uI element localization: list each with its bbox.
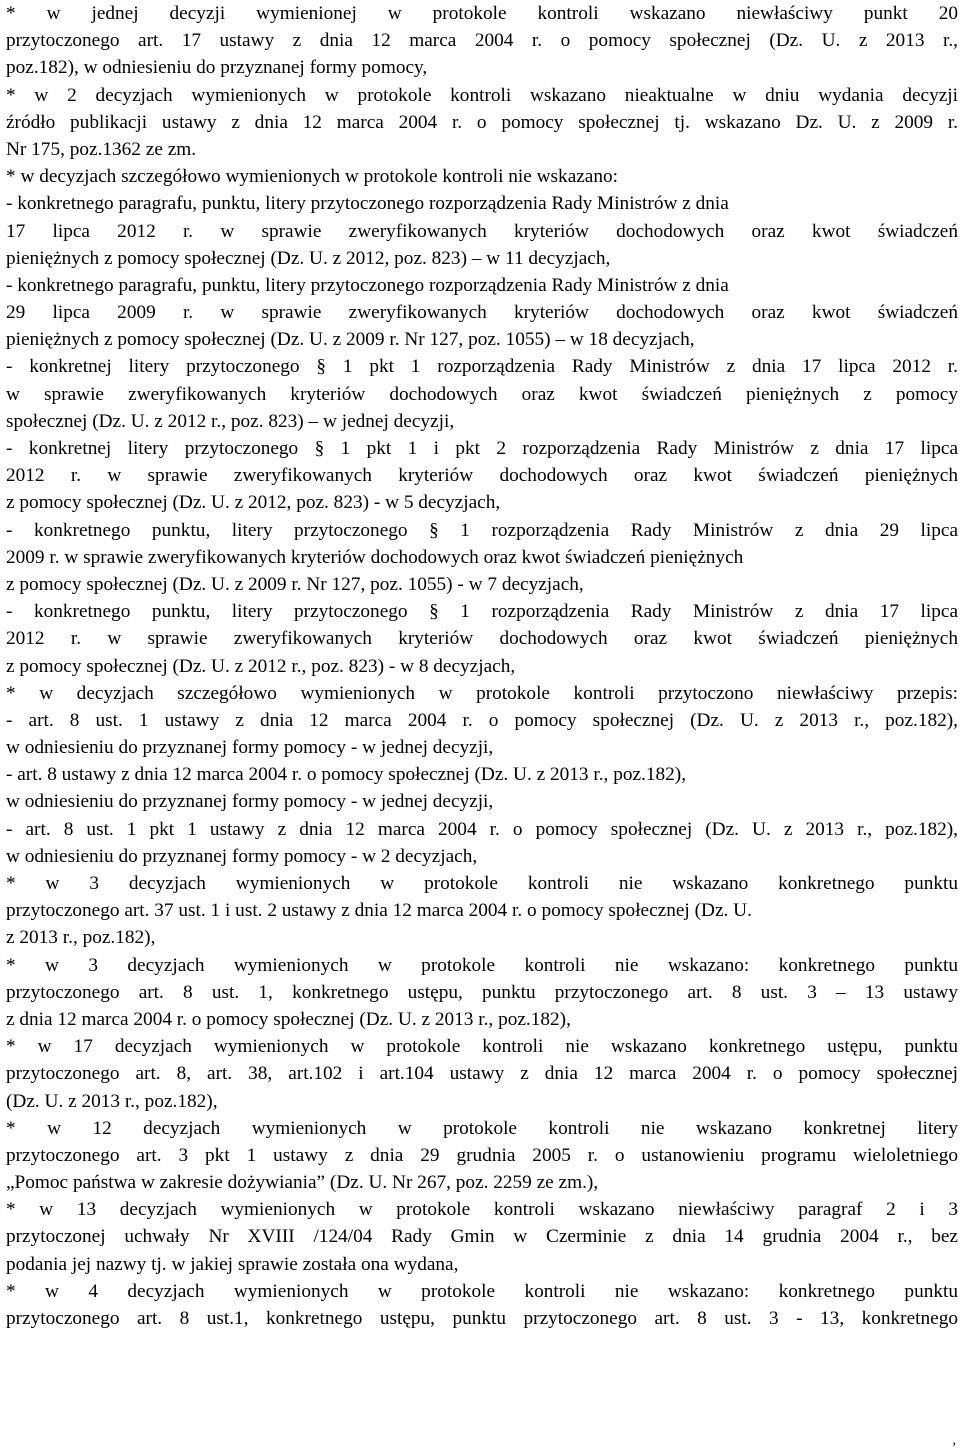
text-line: - konkretnego punktu, litery przytoczonego § 1 rozporządzenia Rady Ministrów z dnia 17 lipca: [6, 601, 958, 623]
text-line: w odniesieniu do przyznanej formy pomocy - w jednej decyzji,: [6, 791, 494, 813]
text-line: * w decyzjach szczegółowo wymienionych w protokole kontroli nie wskazano:: [6, 166, 619, 188]
text-line: podania jej nazwy tj. w jakiej sprawie została ona wydana,: [6, 1253, 459, 1275]
text-line: w odniesieniu do przyznanej formy pomocy - w 2 decyzjach,: [6, 845, 478, 867]
text-line: * w jednej decyzji wymienionej w protokole kontroli wskazano niewłaściwy punkt 20: [6, 3, 958, 24]
document-text: [6, 0, 958, 1332]
text-line: 2012 r. w sprawie zweryfikowanych kryteriów dochodowych oraz kwot świadczeń pieniężnych: [6, 465, 958, 487]
text-line: „Pomoc państwa w zakresie dożywiania” (Dz. U. Nr 267, poz. 2259 ze zm.),: [6, 1172, 599, 1194]
text-line: pieniężnych z pomocy społecznej (Dz. U. z 2009 r. Nr 127, poz. 1055) – w 18 decyzjach,: [6, 329, 695, 351]
corner-mark: ,: [952, 1433, 956, 1448]
text-line: z pomocy społecznej (Dz. U. z 2009 r. Nr 127, poz. 1055) - w 7 decyzjach,: [6, 573, 584, 595]
text-line: - konkretnego paragrafu, punktu, litery przytoczonego rozporządzenia Rady Ministrów z dnia: [6, 274, 729, 296]
text-line: - art. 8 ust. 1 pkt 1 ustawy z dnia 12 marca 2004 r. o pomocy społecznej (Dz. U. z 2013 r., poz.182),: [6, 818, 958, 840]
text-line: - konkretnego paragrafu, punktu, litery przytoczonego rozporządzenia Rady Ministrów z dnia: [6, 193, 729, 215]
text-line: poz.182), w odniesieniu do przyznanej formy pomocy,: [6, 57, 428, 79]
text-line: - konkretnego punktu, litery przytoczonego § 1 rozporządzenia Rady Ministrów z dnia 29 lipca: [6, 519, 958, 541]
text-line: - art. 8 ustawy z dnia 12 marca 2004 r. o pomocy społecznej (Dz. U. z 2013 r., poz.182),: [6, 764, 687, 786]
text-line: przytoczonej uchwały Nr XVIII /124/04 Rady Gmin w Czerminie z dnia 14 grudnia 2004 r., bez: [6, 1226, 958, 1248]
text-line: przytoczonego art. 8 ust. 1, konkretnego ustępu, punktu przytoczonego art. 8 ust. 3 – 13 ustawy: [6, 981, 958, 1003]
text-line: przytoczonego art. 3 pkt 1 ustawy z dnia 29 grudnia 2005 r. o ustanowieniu programu wieloletniego: [6, 1144, 958, 1166]
text-line: 17 lipca 2012 r. w sprawie zweryfikowanych kryteriów dochodowych oraz kwot świadczeń: [6, 220, 958, 242]
text-line: 2009 r. w sprawie zweryfikowanych kryteriów dochodowych oraz kwot świadczeń pieniężnych: [6, 546, 744, 568]
text-line: przytoczonego art. 37 ust. 1 i ust. 2 ustawy z dnia 12 marca 2004 r. o pomocy społecznej (Dz. U.: [6, 900, 752, 922]
text-line: 29 lipca 2009 r. w sprawie zweryfikowanych kryteriów dochodowych oraz kwot świadczeń: [6, 302, 958, 324]
text-line: w odniesieniu do przyznanej formy pomocy - w jednej decyzji,: [6, 737, 494, 759]
text-line: - konkretnej litery przytoczonego § 1 pkt 1 rozporządzenia Rady Ministrów z dnia 17 lipca 2012 r.: [6, 356, 958, 378]
text-line: Nr 175, poz.1362 ze zm.: [6, 138, 197, 160]
text-line: 2012 r. w sprawie zweryfikowanych kryteriów dochodowych oraz kwot świadczeń pieniężnych: [6, 628, 958, 650]
text-line: (Dz. U. z 2013 r., poz.182),: [6, 1090, 218, 1112]
text-line: przytoczonego art. 8, art. 38, art.102 i art.104 ustawy z dnia 12 marca 2004 r. o pomocy społecznej: [6, 1063, 958, 1085]
text-line: z pomocy społecznej (Dz. U. z 2012, poz. 823) - w 5 decyzjach,: [6, 492, 501, 514]
text-line: * w 13 decyzjach wymienionych w protokole kontroli wskazano niewłaściwy paragraf 2 i 3: [6, 1199, 958, 1221]
text-line: * w 12 decyzjach wymienionych w protokole kontroli nie wskazano konkretnej litery: [6, 1117, 958, 1139]
text-line: * w decyzjach szczegółowo wymienionych w protokole kontroli przytoczono niewłaściwy przepis:: [6, 682, 958, 704]
text-line: * w 17 decyzjach wymienionych w protokole kontroli nie wskazano konkretnego ustępu, punktu: [6, 1036, 958, 1058]
text-line: z 2013 r., poz.182),: [6, 927, 156, 949]
text-line: źródło publikacji ustawy z dnia 12 marca 2004 r. o pomocy społecznej tj. wskazano Dz. U. z 2009 r.: [6, 111, 958, 133]
text-line: * w 3 decyzjach wymienionych w protokole kontroli nie wskazano konkretnego punktu: [6, 873, 958, 894]
text-line: z pomocy społecznej (Dz. U. z 2012 r., poz. 823) - w 8 decyzjach,: [6, 655, 516, 677]
text-line: - art. 8 ust. 1 ustawy z dnia 12 marca 2004 r. o pomocy społecznej (Dz. U. z 2013 r., poz.182),: [6, 709, 958, 731]
text-line: * w 3 decyzjach wymienionych w protokole kontroli nie wskazano: konkretnego punktu: [6, 954, 958, 976]
text-line: z dnia 12 marca 2004 r. o pomocy społecznej (Dz. U. z 2013 r., poz.182),: [6, 1008, 571, 1030]
text-line: * w 2 decyzjach wymienionych w protokole kontroli wskazano nieaktualne w dniu wydania decyzji: [6, 84, 958, 106]
text-line: społecznej (Dz. U. z 2012 r., poz. 823) – w jednej decyzji,: [6, 410, 455, 432]
text-line: przytoczonego art. 8 ust.1, konkretnego ustępu, punktu przytoczonego art. 8 ust. 3 - 13, konkretnego: [6, 1308, 958, 1329]
text-line: przytoczonego art. 17 ustawy z dnia 12 marca 2004 r. o pomocy społecznej (Dz. U. z 2013 r.,: [6, 30, 958, 52]
text-line: * w 4 decyzjach wymienionych w protokole kontroli nie wskazano: konkretnego punktu: [6, 1280, 958, 1302]
text-line: - konkretnej litery przytoczonego § 1 pkt 1 i pkt 2 rozporządzenia Rady Ministrów z dnia 17 lipca: [6, 438, 958, 459]
text-line: pieniężnych z pomocy społecznej (Dz. U. z 2012, poz. 823) – w 11 decyzjach,: [6, 247, 611, 269]
text-line: w sprawie zweryfikowanych kryteriów dochodowych oraz kwot świadczeń pieniężnych z pomocy: [6, 383, 958, 405]
